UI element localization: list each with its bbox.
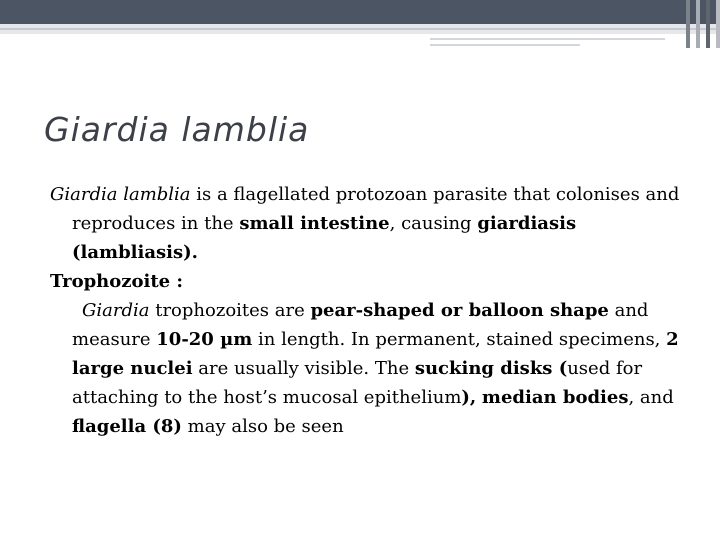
trophozoite-paragraph: Giardia trophozoites are pear-shaped or balloon shape and measure 10-20 µm in length. In permanent, stained specimens, 2 large nuclei are usually visible. The sucking disks (used for attaching to the host’s mucosal epithelium), median bodies, and flagella (8) may also be seen <box>72 300 679 437</box>
top-header-bar <box>0 0 720 24</box>
header-accent-line-short <box>430 44 580 46</box>
genus-name: Giardia <box>82 300 150 321</box>
organism-name: Giardia lamblia <box>50 184 191 205</box>
section-heading-trophozoite: Trophozoite : <box>50 271 183 292</box>
slide-body <box>50 180 690 441</box>
intro-paragraph: Giardia lamblia is a flagellated protozoan parasite that colonises and reproduces in the small intestine, causing giardiasis (lambliasis). <box>50 184 680 263</box>
header-accent-line <box>430 38 665 40</box>
corner-decoration <box>686 0 720 48</box>
slide-title: Giardia lamblia <box>44 110 310 149</box>
header-rule <box>0 28 720 30</box>
